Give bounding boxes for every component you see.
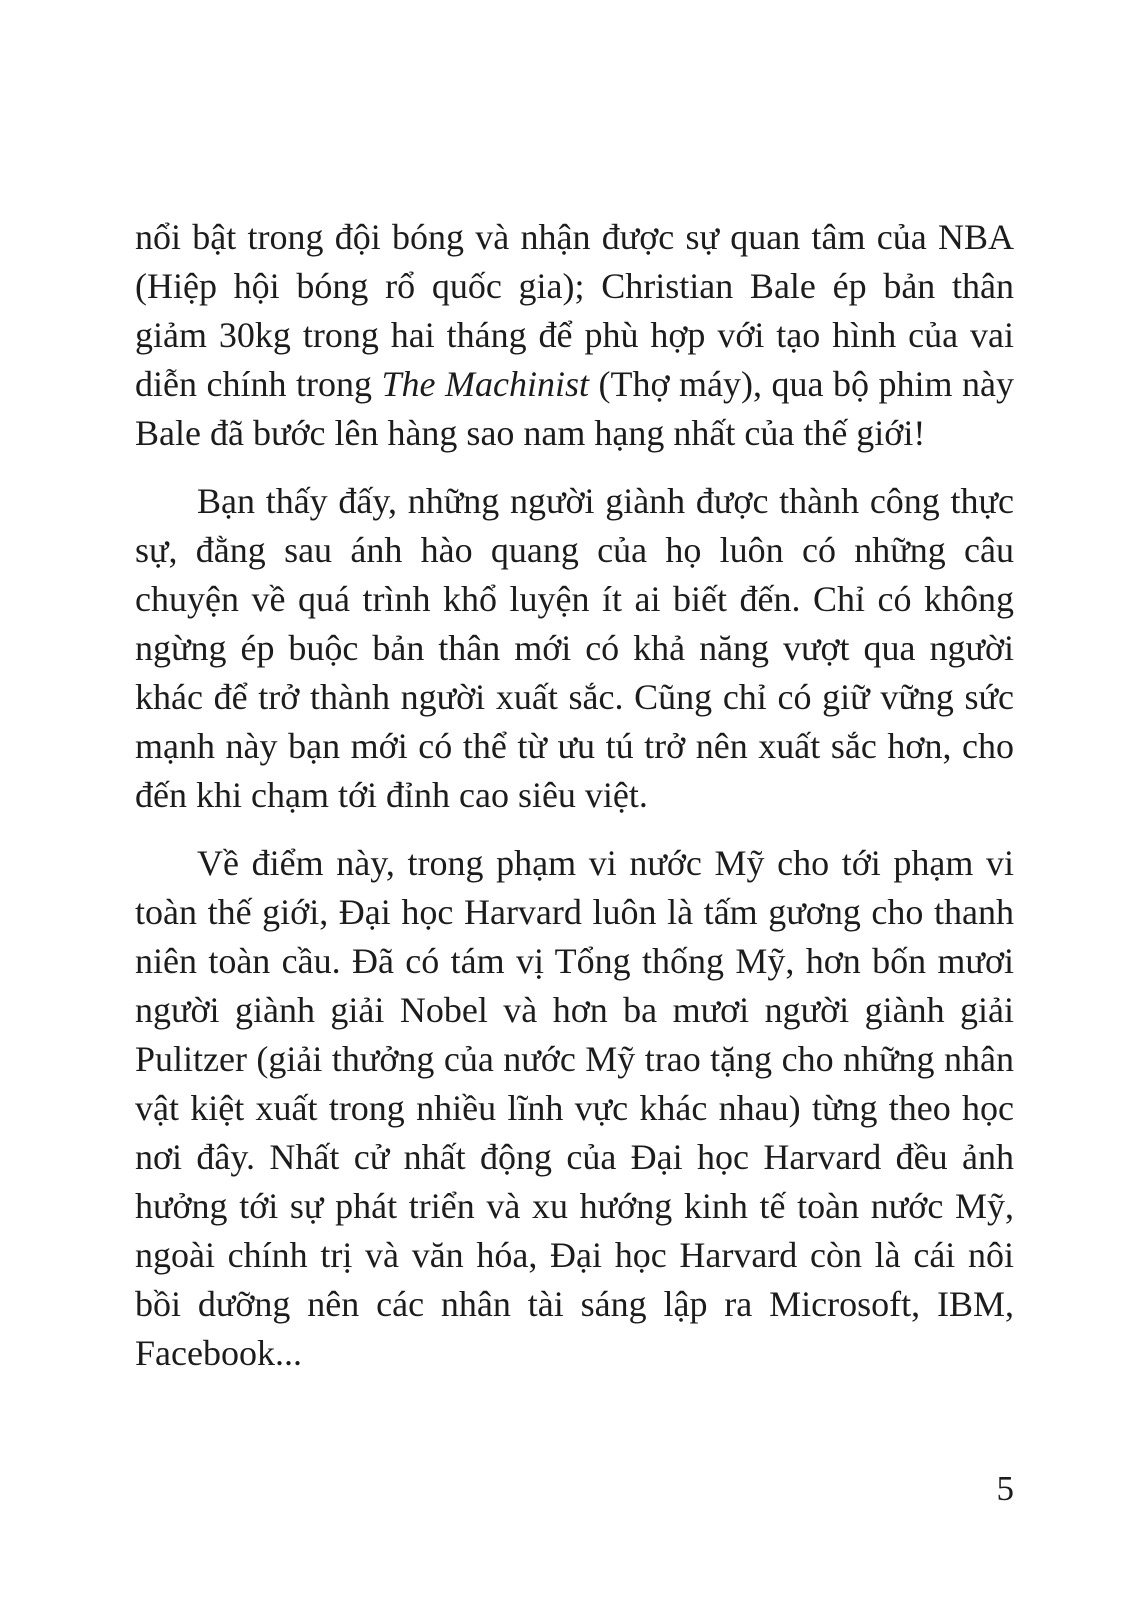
paragraph-3: Về điểm này, trong phạm vi nước Mỹ cho tới phạm vi toàn thế giới, Đại học Harvard luôn là tấm gương cho thanh niên toàn cầu. Đã có tám vị Tổng thống Mỹ, hơn bốn mươi người giành giải Nobel và hơn ba mươi người giành giải Pulitzer (giải thưởng của nước Mỹ trao tặng cho những nhân vật kiệt xuất trong nhiều lĩnh vực khác nhau) từng theo học nơi đây. Nhất cử nhất động của Đại học Harvard đều ảnh hưởng tới sự phát triển và xu hướng kinh tế toàn nước Mỹ, ngoài chính trị và văn hóa, Đại học Harvard còn là cái nôi bồi dưỡng nên các nhân tài sáng lập ra Microsoft, IBM, Facebook...	[135, 843, 1014, 1373]
page-text	[135, 213, 1014, 1397]
paragraph-1	[135, 213, 1014, 458]
page-number: 5	[996, 1469, 1014, 1508]
paragraph-2: Bạn thấy đấy, những người giành được thành công thực sự, đằng sau ánh hào quang của họ luôn có những câu chuyện về quá trình khổ luyện ít ai biết đến. Chỉ có không ngừng ép buộc bản thân mới có khả năng vượt qua người khác để trở thành người xuất sắc. Cũng chỉ có giữ vững sức mạnh này bạn mới có thể từ ưu tú trở nên xuất sắc hơn, cho đến khi chạm tới đỉnh cao siêu việt.	[135, 481, 1014, 815]
movie-title-italic: The Machinist	[381, 364, 589, 404]
paragraph-1-segment-3: (Thợ máy), qua bộ phim này Bale đã bước lên hàng sao nam hạng nhất của thế giới!	[135, 364, 1014, 453]
paragraph-1-segment-1: nổi bật trong đội bóng và nhận được sự quan tâm của NBA (Hiệp hội bóng rổ quốc gia); Christian Bale ép bản thân giảm 30kg trong hai tháng để phù hợp với tạo hình của vai diễn chính trong	[135, 217, 1014, 404]
